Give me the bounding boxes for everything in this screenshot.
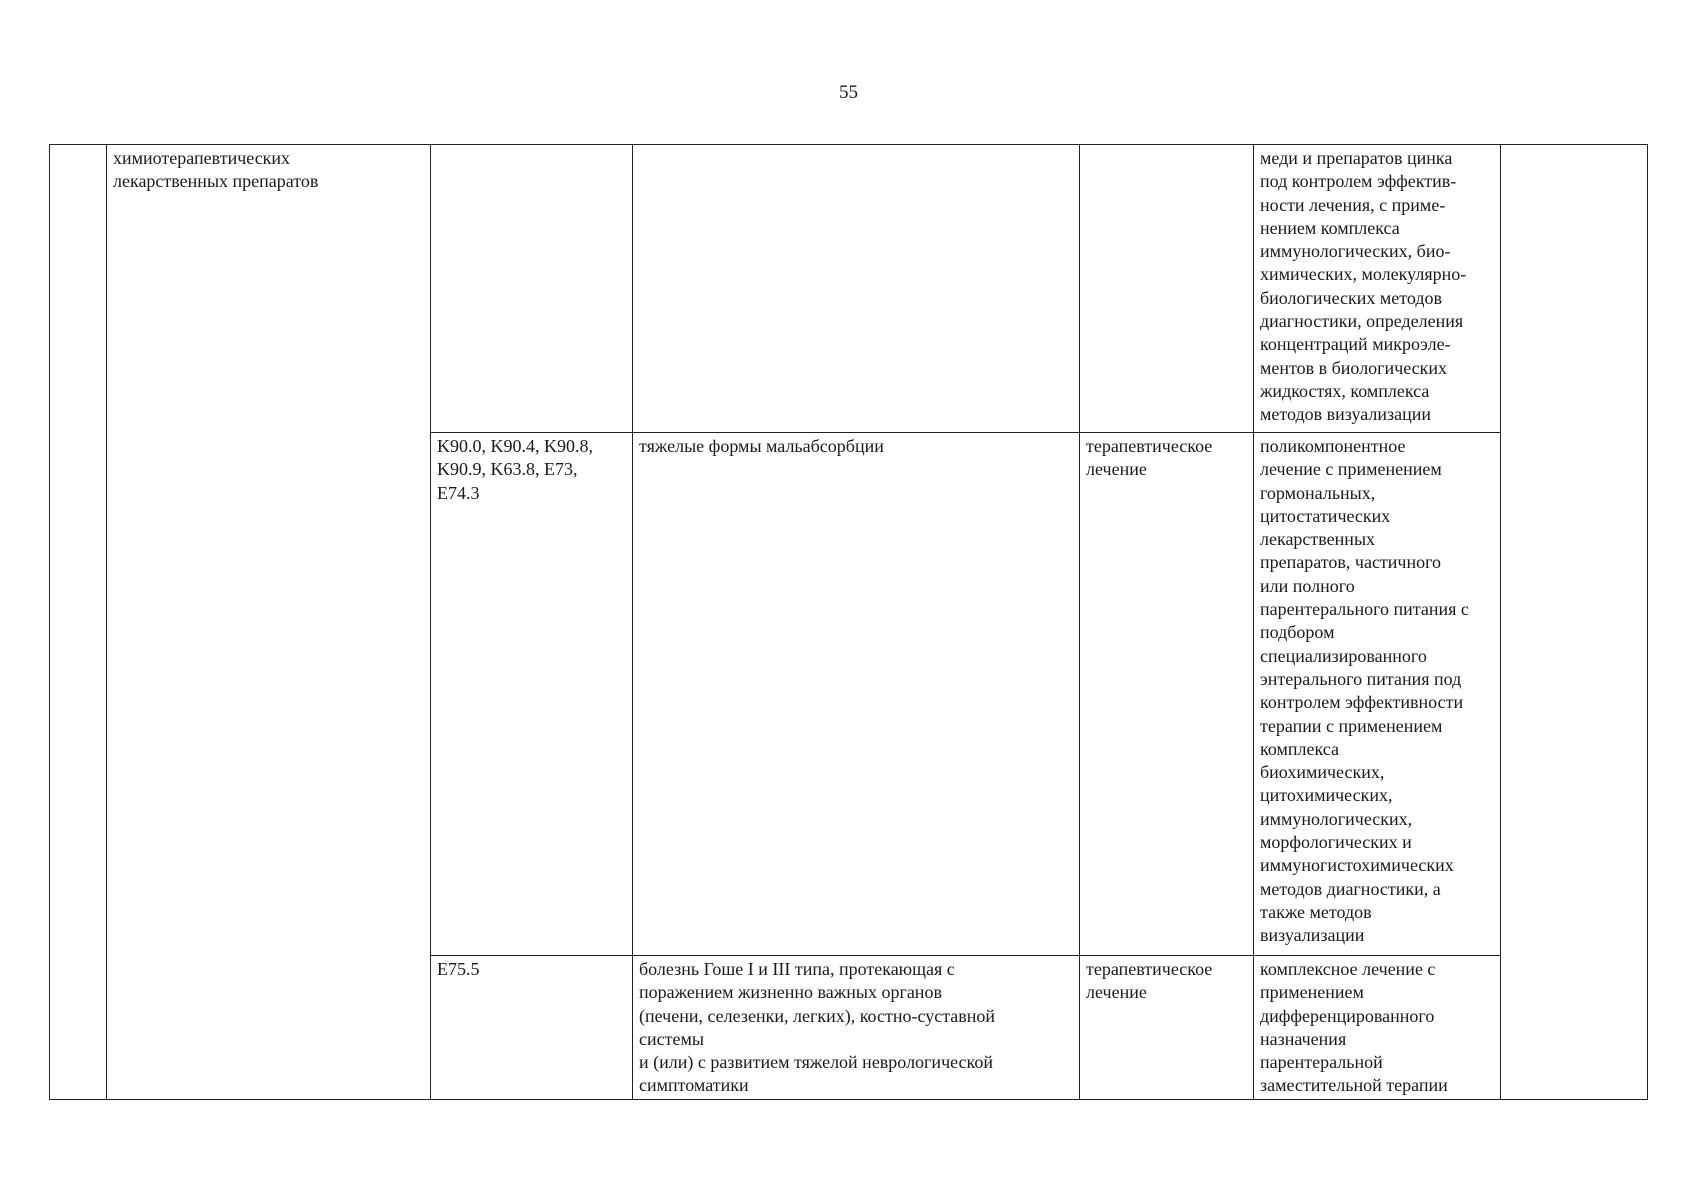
treatment-method-cell bbox=[1254, 433, 1501, 956]
treatment-method-cell bbox=[1254, 145, 1501, 433]
table-row bbox=[50, 145, 1648, 433]
patient-model-text: болезнь Гоше I и III типа, протекающая с поражением жизненно важных органов (печени, селезенки, легких), костно-суставной системы и (или) с развитием тяжелой неврологической симптоматики bbox=[639, 959, 996, 1096]
icd-code-text: E75.5 bbox=[437, 959, 480, 979]
treatment-type-cell bbox=[1080, 145, 1254, 433]
treatment-type-cell bbox=[1080, 956, 1254, 1100]
page-number: 55 bbox=[839, 82, 858, 103]
patient-model-cell bbox=[633, 433, 1080, 956]
profile-name-text: химиотерапевтических лекарственных препаратов bbox=[113, 148, 319, 192]
profile-name-cell bbox=[107, 145, 431, 1100]
treatment-type-cell bbox=[1080, 433, 1254, 956]
treatment-method-text: меди и препаратов цинка под контролем эффектив- ности лечения, с приме- нением комплекса иммунологических, био- химических, молекулярно- биологических методов диагностики, определения концентраций микроэле- ментов в биологических жидкостях, комплекса методов визуализации bbox=[1260, 148, 1467, 425]
treatment-type-text: терапевтическое лечение bbox=[1086, 959, 1213, 1003]
patient-model-text: тяжелые формы мальабсорбции bbox=[639, 436, 884, 456]
icd-code-cell bbox=[431, 145, 633, 433]
patient-model-cell bbox=[633, 956, 1080, 1100]
tariff-cell bbox=[1501, 145, 1648, 1100]
patient-model-cell bbox=[633, 145, 1080, 433]
icd-code-text: K90.0, K90.4, K90.8, K90.9, K63.8, E73, E74.3 bbox=[437, 436, 593, 503]
treatment-method-text: поликомпонентное лечение с применением гормональных, цитостатических лекарственных препаратов, частичного или полного парентерального питания с подбором специализированного энтерального питания под контролем эффективности терапии с применением комплекса биохимических, цитохимических, иммунологических, морфологических и иммуногистохимических методов диагностики, а также методов визуализации bbox=[1260, 436, 1469, 946]
treatment-method-cell bbox=[1254, 956, 1501, 1100]
medical-care-table bbox=[49, 144, 1648, 1100]
icd-code-cell bbox=[431, 433, 633, 956]
row-number-cell bbox=[50, 145, 107, 1100]
icd-code-cell bbox=[431, 956, 633, 1100]
treatment-method-text: комплексное лечение с применением дифференцированного назначения парентеральной заместительной терапии bbox=[1260, 959, 1448, 1096]
treatment-type-text: терапевтическое лечение bbox=[1086, 436, 1213, 480]
